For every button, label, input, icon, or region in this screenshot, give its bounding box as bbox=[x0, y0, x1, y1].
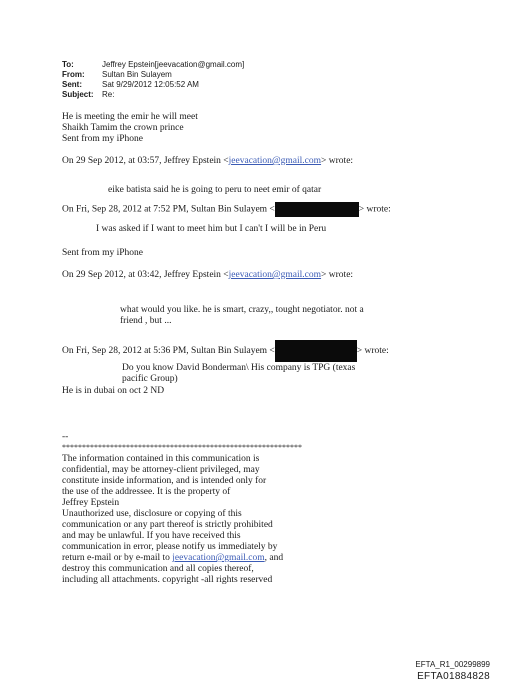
signature-dash: -- bbox=[62, 432, 69, 442]
quote-header-1-prefix: On 29 Sep 2012, at 03:57, Jeffrey Epstein < bbox=[62, 156, 229, 166]
quote-header-4-prefix: On Fri, Sep 28, 2012 at 5:36 PM, Sultan Bin Sulayem < bbox=[62, 346, 275, 357]
email-link[interactable]: jeevacation@gmail.com bbox=[172, 553, 265, 563]
quote-header-1 bbox=[62, 156, 353, 168]
body-line-2: Shaikh Tamim the crown prince bbox=[62, 123, 184, 133]
disclaimer-line: destroy this communication and all copies thereof, bbox=[62, 564, 254, 574]
disclaimer-line: and may be unlawful. If you have received this bbox=[62, 531, 241, 541]
disclaimer-line-prefix: return e-mail or by e-mail to bbox=[62, 553, 173, 563]
quote-text-4b: pacific Group) bbox=[122, 374, 178, 384]
body-line-3: Sent from my iPhone bbox=[62, 134, 144, 144]
quote-text-4a: Do you know David Bonderman\ His company is TPG (texas bbox=[122, 363, 356, 373]
disclaimer-line: confidential, may be attorney-client privileged, may bbox=[62, 465, 260, 475]
sent-from-iphone: Sent from my iPhone bbox=[62, 248, 144, 258]
bates-reference-2: EFTA01884828 bbox=[417, 671, 490, 682]
bates-reference-1: EFTA_R1_00299899 bbox=[415, 660, 490, 669]
disclaimer-line: the use of the addressee. It is the property of bbox=[62, 487, 231, 497]
quote-header-3-prefix: On 29 Sep 2012, at 03:42, Jeffrey Epstein < bbox=[62, 270, 229, 280]
quote-header-4 bbox=[62, 340, 389, 362]
quote-header-2 bbox=[62, 202, 391, 217]
quote-text-2: I was asked if I want to meet him but I can't I will be in Peru bbox=[96, 224, 327, 234]
disclaimer-line-suffix: , and bbox=[264, 553, 284, 563]
disclaimer-line bbox=[62, 553, 283, 565]
disclaimer-line: Jeffrey Epstein bbox=[62, 498, 120, 508]
to-value: Jeffrey Epstein[jeevacation@gmail.com] bbox=[102, 60, 245, 69]
disclaimer-line: The information contained in this communication is bbox=[62, 454, 260, 464]
quote-header-2-suffix: > wrote: bbox=[358, 204, 391, 215]
quote-header-3-suffix: > wrote: bbox=[321, 270, 354, 280]
disclaimer-line: communication or any part thereof is strictly prohibited bbox=[62, 520, 273, 530]
email-link[interactable]: jeevacation@gmail.com bbox=[228, 156, 322, 166]
quote-text-4c: He is in dubai on oct 2 ND bbox=[62, 386, 165, 396]
from-label: From: bbox=[62, 70, 85, 79]
disclaimer-line: communication in error, please notify us immediately by bbox=[62, 542, 278, 552]
disclaimer-stars: ************************************************************ bbox=[62, 443, 302, 452]
quote-text-3b: friend , but ... bbox=[120, 316, 172, 326]
disclaimer-line: including all attachments. copyright -all rights reserved bbox=[62, 575, 273, 585]
redaction-box bbox=[275, 202, 359, 217]
quote-header-3 bbox=[62, 270, 353, 282]
to-label: To: bbox=[62, 60, 74, 69]
subject-label: Subject: bbox=[62, 90, 94, 99]
sent-label: Sent: bbox=[62, 80, 82, 89]
email-header bbox=[62, 60, 244, 100]
email-link[interactable]: jeevacation@gmail.com bbox=[228, 270, 322, 280]
quote-header-4-suffix: > wrote: bbox=[356, 346, 389, 357]
body-line-1: He is meeting the emir he will meet bbox=[62, 112, 198, 122]
disclaimer-line: Unauthorized use, disclosure or copying of this bbox=[62, 509, 242, 519]
disclaimer-line: constitute inside information, and is intended only for bbox=[62, 476, 267, 486]
quote-text-1: eike batista said he is going to peru to neet emir of qatar bbox=[108, 185, 322, 195]
redaction-box bbox=[275, 340, 357, 362]
quote-text-3a: what would you like. he is smart, crazy,, tought negotiator. not a bbox=[120, 305, 364, 315]
quote-header-2-prefix: On Fri, Sep 28, 2012 at 7:52 PM, Sultan Bin Sulayem < bbox=[62, 204, 275, 215]
quote-header-1-suffix: > wrote: bbox=[321, 156, 354, 166]
from-value: Sultan Bin Sulayem bbox=[102, 70, 172, 79]
subject-value: Re: bbox=[102, 90, 115, 99]
sent-value: Sat 9/29/2012 12:05:52 AM bbox=[102, 80, 199, 89]
